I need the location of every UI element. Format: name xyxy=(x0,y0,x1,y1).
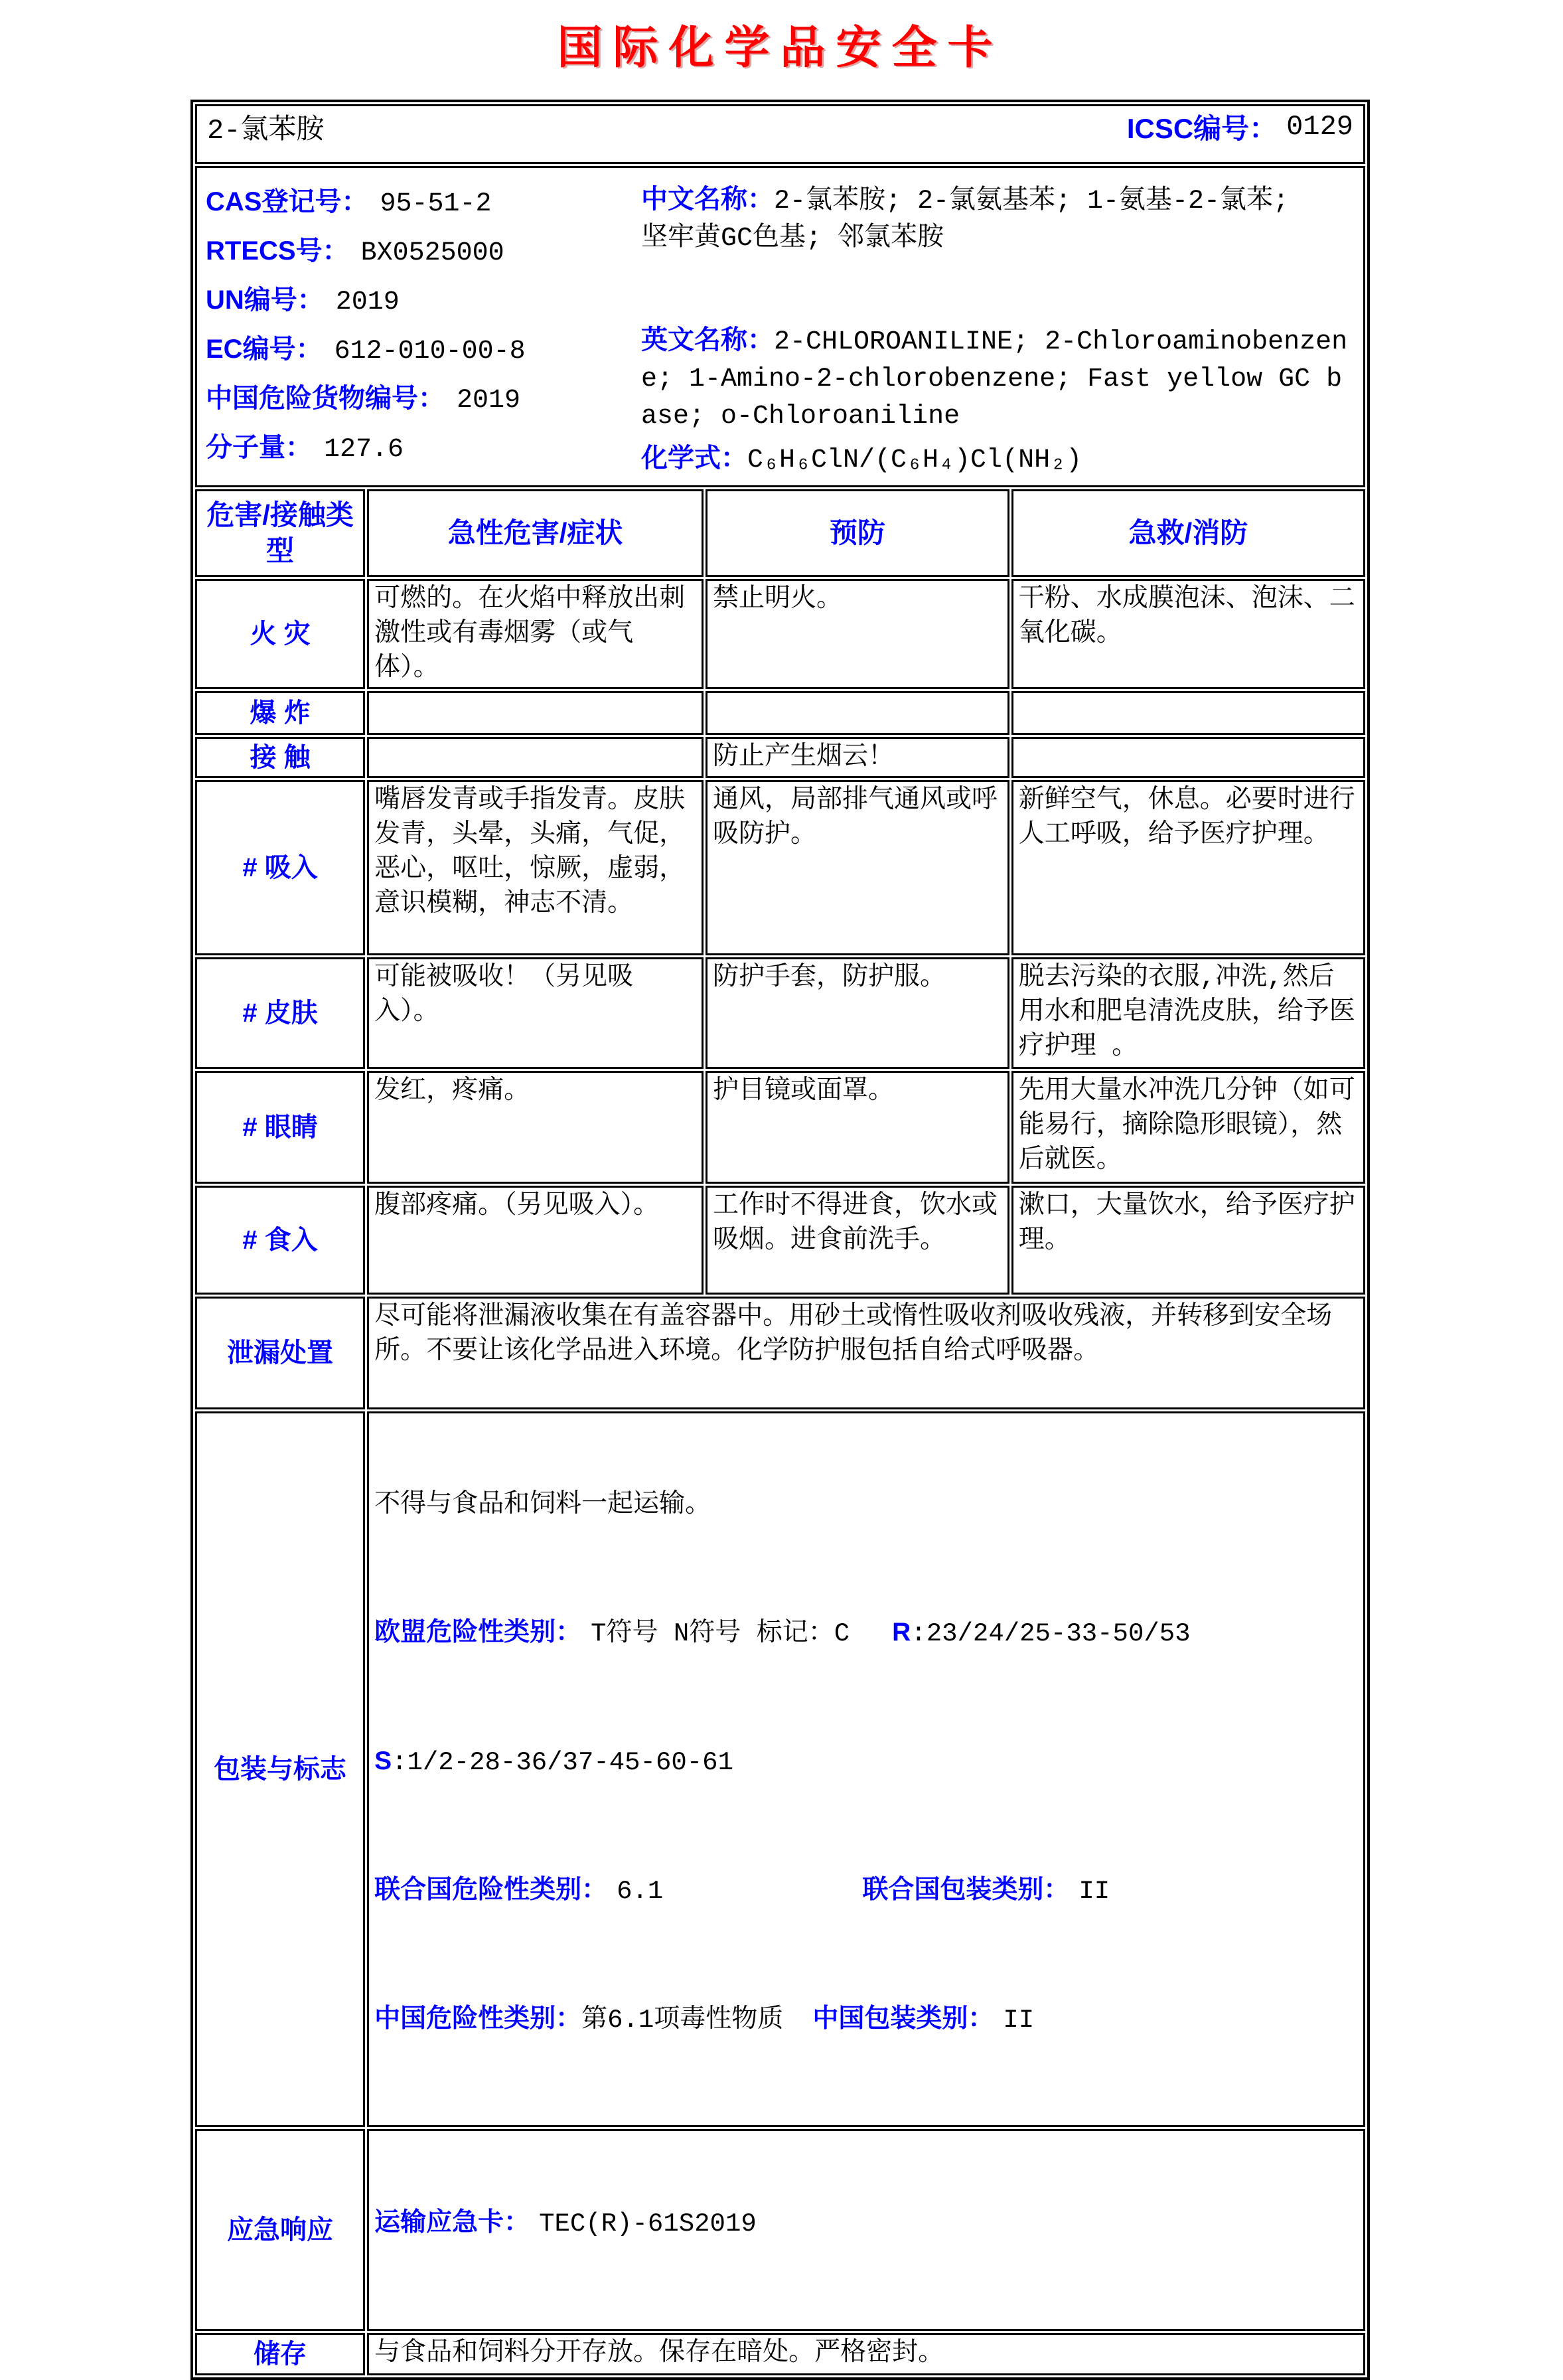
cn-pack-label: 中国包装类别： xyxy=(812,2004,994,2033)
s-phrases-label: S xyxy=(374,1747,392,1775)
packaging-transport-note: 不得与食品和饲料一起运输。 xyxy=(374,1490,711,1520)
page-title: 国际化学品安全卡 xyxy=(557,23,1004,73)
exposure-prevention: 防止产生烟云！ xyxy=(706,737,1009,778)
col-header-prevention: 预防 xyxy=(706,489,1009,577)
explosion-prevention xyxy=(706,691,1009,735)
packaging-cell xyxy=(367,1411,1365,2127)
table-row xyxy=(195,1071,1365,1184)
table-row xyxy=(195,2333,1365,2375)
skin-symptoms: 可能被吸收！（另见吸入）。 xyxy=(367,957,704,1069)
row-label-eyes: # 眼睛 xyxy=(195,1071,365,1184)
table-row xyxy=(195,1297,1365,1409)
ec-row xyxy=(206,328,624,366)
col-header-symptoms: 急性危害/症状 xyxy=(367,489,704,577)
identifiers-section xyxy=(195,166,1365,487)
eyes-first-aid: 先用大量水冲洗几分钟（如可能易行，摘除隐形眼镜），然后就医。 xyxy=(1011,1071,1365,1184)
ingestion-first-aid: 漱口，大量饮水，给予医疗护理。 xyxy=(1011,1186,1365,1295)
r-phrases-value: :23/24/25-33-50/53 xyxy=(911,1619,1191,1648)
english-names xyxy=(641,321,1357,436)
col-header-first-aid: 急救/消防 xyxy=(1011,489,1365,577)
table-row xyxy=(195,957,1365,1069)
skin-prevention: 防护手套，防护服。 xyxy=(706,957,1009,1069)
rtecs-row xyxy=(206,230,624,268)
s-phrases-value: :1/2-28-36/37-45-60-61 xyxy=(392,1748,733,1777)
ingestion-symptoms: 腹部疼痛。（另见吸入）。 xyxy=(367,1186,704,1295)
molecular-weight-label: 分子量： xyxy=(206,433,312,462)
ec-label: EC编号： xyxy=(206,335,323,364)
english-names-label: 英文名称： xyxy=(641,325,774,355)
inhalation-symptoms: 嘴唇发青或手指发青。皮肤发青，头晕，头痛，气促，恶心，呕吐，惊厥，虚弱，意识模糊，神志不清。 xyxy=(367,780,704,955)
chemical-formula xyxy=(641,439,1357,479)
icsc-number-label: ICSC编号： xyxy=(1126,113,1278,144)
chemical-formula-value: C₆H₆ClN/(C₆H₄)Cl(NH₂) xyxy=(747,445,1082,475)
row-label-inhalation: # 吸入 xyxy=(195,780,365,955)
un-label: UN编号： xyxy=(206,285,324,315)
ec-value: 612-010-00-8 xyxy=(334,337,526,366)
eyes-prevention: 护目镜或面罩。 xyxy=(706,1071,1009,1184)
exposure-symptoms xyxy=(367,737,704,778)
packaging-un-line xyxy=(374,1873,1358,1909)
row-label-emergency: 应急响应 xyxy=(195,2129,365,2331)
row-label-explosion: 爆 炸 xyxy=(195,691,365,735)
cn-class-label: 中国危险性类别： xyxy=(374,2004,582,2033)
rtecs-label: RTECS号： xyxy=(206,236,349,266)
eyes-symptoms: 发红，疼痛。 xyxy=(367,1071,704,1184)
tec-value: TEC(R)-61S2019 xyxy=(539,2209,757,2239)
chinese-names xyxy=(641,181,1357,258)
un-value: 2019 xyxy=(335,287,400,317)
row-label-ingestion: # 食入 xyxy=(195,1186,365,1295)
cas-value: 95-51-2 xyxy=(380,189,492,219)
row-label-spillage: 泄漏处置 xyxy=(195,1297,365,1409)
emergency-cell xyxy=(367,2129,1365,2331)
table-row xyxy=(195,579,1365,689)
row-label-skin: # 皮肤 xyxy=(195,957,365,1069)
packaging-eu-class-line xyxy=(374,1615,1358,1651)
un-class-label: 联合国危险性类别： xyxy=(374,1875,608,1904)
icsc-number-value: 0129 xyxy=(1286,111,1353,143)
fire-prevention: 禁止明火。 xyxy=(706,579,1009,689)
exposure-first-aid xyxy=(1011,737,1365,778)
tec-label: 运输应急卡： xyxy=(374,2208,530,2237)
un-class-value: 6.1 xyxy=(617,1877,664,1906)
r-phrases-label: R xyxy=(892,1618,911,1646)
eu-class-label: 欧盟危险性类别： xyxy=(374,1618,582,1646)
chinese-names-value: 2-氯苯胺; 2-氯氨基苯; 1-氨基-2-氯苯; 坚牢黄GC色基; 邻氯苯胺 xyxy=(641,187,1337,254)
table-row xyxy=(195,737,1365,778)
chemical-formula-label: 化学式： xyxy=(641,443,747,473)
english-names-value: 2-CHLOROANILINE; 2-Chloroaminobenzene; 1-Amino-2-chlorobenzene; Fast yellow GC base; o-Chloroaniline xyxy=(641,327,1348,432)
row-label-exposure: 接 触 xyxy=(195,737,365,778)
substance-name: 2-氯苯胺 xyxy=(207,115,325,147)
cn-pack-value: II xyxy=(1003,2006,1035,2035)
table-row xyxy=(195,780,1365,955)
explosion-first-aid xyxy=(1011,691,1365,735)
packaging-cn-line xyxy=(374,2002,1358,2037)
cn-dangerous-goods-value: 2019 xyxy=(457,386,521,416)
card-title-row xyxy=(195,104,1365,164)
names-section xyxy=(624,181,1357,479)
table-row xyxy=(195,1186,1365,1295)
packaging-s-phrases-line xyxy=(374,1744,1358,1780)
table-row xyxy=(195,691,1365,735)
rtecs-value: BX0525000 xyxy=(360,238,504,268)
chinese-names-label: 中文名称： xyxy=(641,185,774,214)
row-label-storage: 储存 xyxy=(195,2333,365,2375)
icsc-card-table xyxy=(190,100,1370,2380)
table-row xyxy=(195,2129,1365,2331)
cn-class-value: 第6.1项毒性物质 xyxy=(581,2006,784,2035)
molecular-weight-value: 127.6 xyxy=(324,435,404,465)
eu-class-value: T符号 N符号 标记：C xyxy=(591,1619,850,1648)
fire-first-aid: 干粉、水成膜泡沫、泡沫、二氧化碳。 xyxy=(1011,579,1365,689)
spillage-text: 尽可能将泄漏液收集在有盖容器中。用砂土或惰性吸收剂吸收残液，并转移到安全场所。不要让该化学品进入环境。化学防护服包括自给式呼吸器。 xyxy=(367,1297,1365,1409)
col-header-hazard-type: 危害/接触类型 xyxy=(195,489,365,577)
cas-row xyxy=(206,181,624,219)
storage-text: 与食品和饲料分开存放。保存在暗处。严格密封。 xyxy=(367,2333,1365,2375)
cas-label: CAS登记号： xyxy=(206,187,368,216)
row-label-packaging: 包装与标志 xyxy=(195,1411,365,2127)
un-row xyxy=(206,279,624,317)
row-label-fire: 火 灾 xyxy=(195,579,365,689)
molecular-weight-row xyxy=(206,426,624,465)
table-row xyxy=(195,1411,1365,2127)
un-pack-value: II xyxy=(1079,1877,1110,1906)
explosion-symptoms xyxy=(367,691,704,735)
registry-numbers xyxy=(206,181,624,479)
inhalation-prevention: 通风，局部排气通风或呼吸防护。 xyxy=(706,780,1009,955)
cn-dangerous-goods-label: 中国危险货物编号： xyxy=(206,384,445,413)
un-pack-label: 联合国包装类别： xyxy=(862,1875,1070,1904)
transport-emergency-card-line xyxy=(374,2205,1358,2241)
cn-dangerous-goods-row xyxy=(206,377,624,416)
inhalation-first-aid: 新鲜空气，休息。必要时进行人工呼吸，给予医疗护理。 xyxy=(1011,780,1365,955)
fire-symptoms: 可燃的。在火焰中释放出刺激性或有毒烟雾（或气体）。 xyxy=(367,579,704,689)
ingestion-prevention: 工作时不得进食，饮水或吸烟。进食前洗手。 xyxy=(706,1186,1009,1295)
skin-first-aid: 脱去污染的衣服,冲洗,然后用水和肥皂清洗皮肤，给予医疗护理 。 xyxy=(1011,957,1365,1069)
